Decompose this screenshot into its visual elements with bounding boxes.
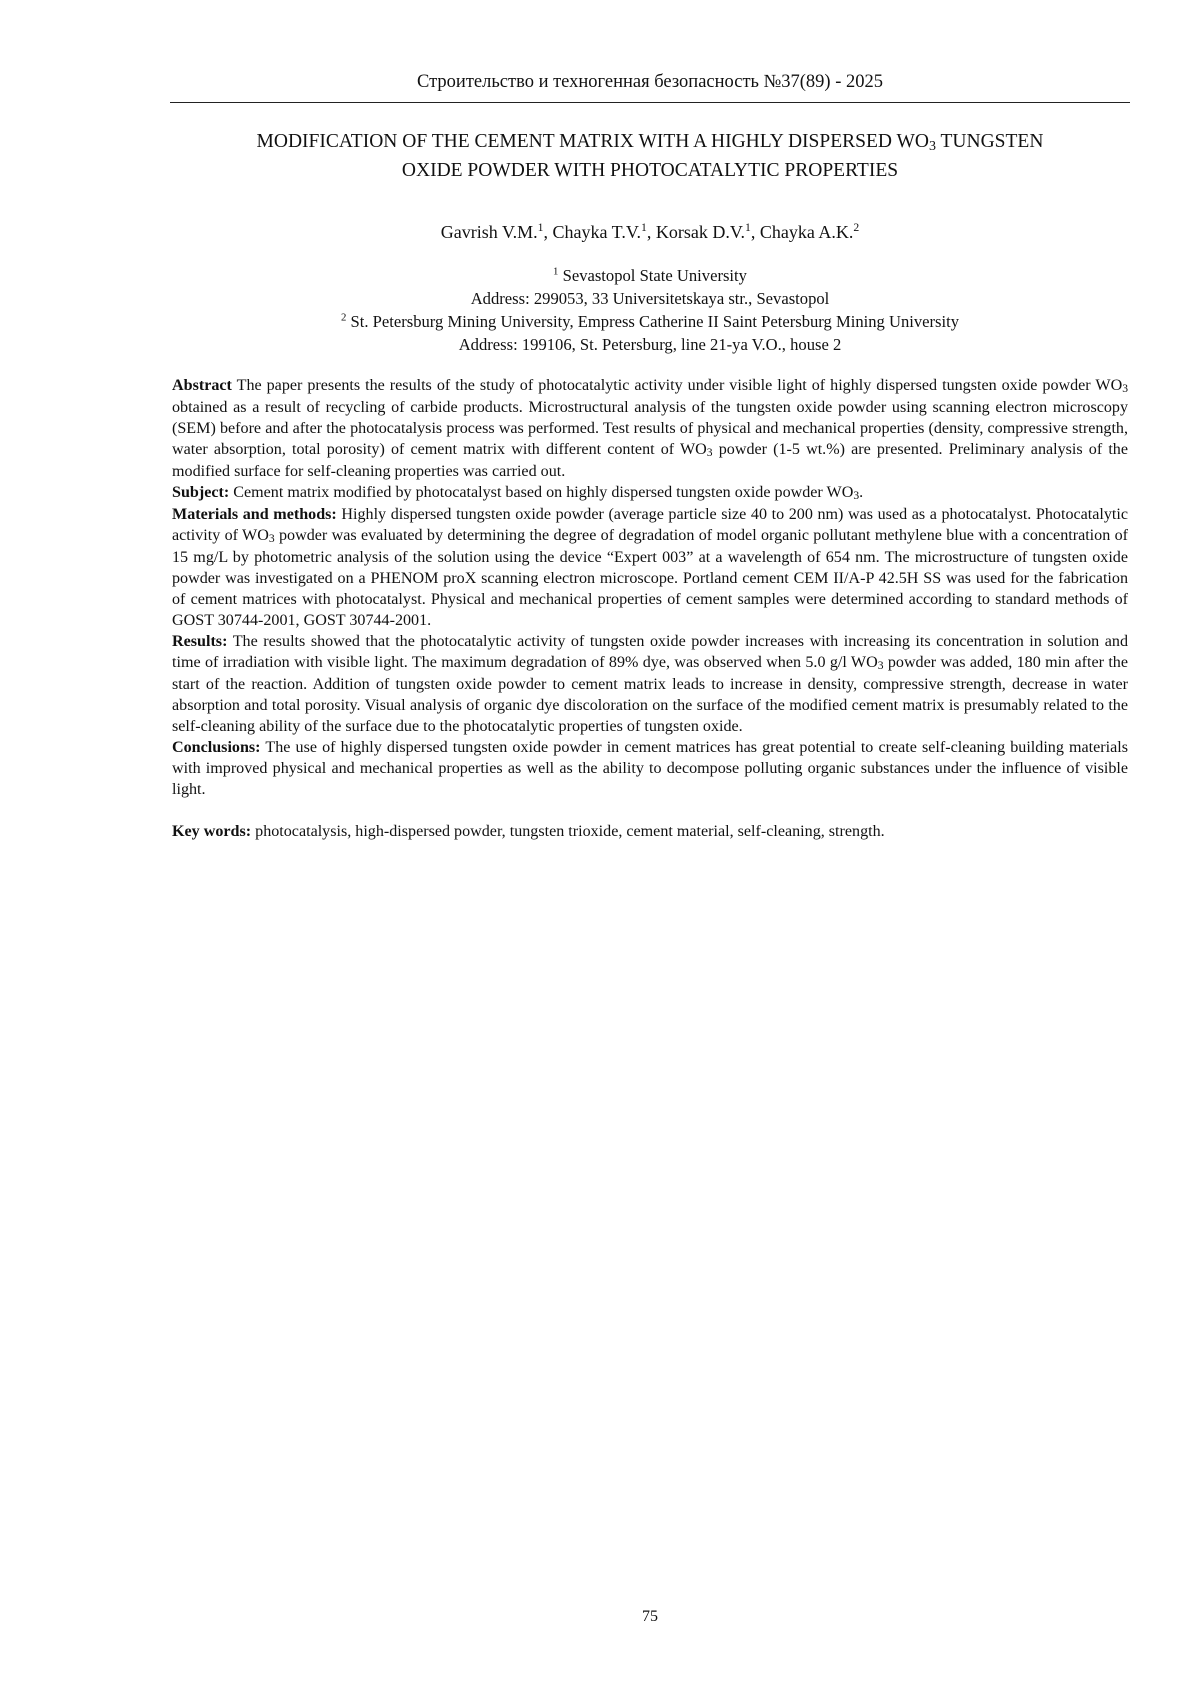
materials-label: Materials and methods: <box>172 506 337 523</box>
subscript: 3 <box>268 532 275 546</box>
conclusions-paragraph <box>172 737 1128 800</box>
abstract-block <box>172 375 1128 842</box>
title-line-1 <box>170 128 1130 157</box>
header-rule <box>170 102 1130 103</box>
results-paragraph <box>172 631 1128 737</box>
keywords-label: Key words: <box>172 823 252 840</box>
subscript: 3 <box>1122 382 1128 396</box>
author-affiliation-mark: 1 <box>537 221 544 234</box>
subscript: 3 <box>853 489 860 503</box>
running-header: Строительство и техногенная безопасность №37(89) - 2025 <box>417 72 883 92</box>
author-name: Chayka T.V. <box>552 222 641 242</box>
author-name: Gavrish V.M. <box>440 222 538 242</box>
author-separator: , <box>646 222 656 242</box>
affiliations <box>170 264 1130 356</box>
author-name: Chayka A.K. <box>759 222 854 242</box>
author-affiliation-mark: 1 <box>745 221 751 234</box>
paper-title <box>170 128 1130 184</box>
abstract-text: The paper presents the results of the study of photocatalytic activity under visible light of highly dispersed tungsten oxide powder WO <box>231 377 1123 394</box>
title-line-1-start: MODIFICATION OF THE CEMENT MATRIX WITH A HIGHLY DISPERSED WO <box>256 131 929 152</box>
materials-text: powder was evaluated by determining the degree of degradation of model organic pollutant methylene blue with a concentration of 15 mg/L by photometric analysis of the solution using the device “Expert 003” at a wavelength of 654 nm. The microstructure of tungsten oxide powder was investigated on a PHENOM proX scanning electron microscope. Portland cement CEM II/A-P 42.5H SS was used for the fabrication of cement matrices with photocatalyst. Physical and mechanical properties of cement samples were determined according to standard methods of GOST 30744-2001, GOST 30744-2001. <box>172 527 1128 629</box>
results-text: powder was added, 180 min after the start of the reaction. Addition of tungsten oxide powder to cement matrix leads to increase in density, compressive strength, decrease in water absorption and total porosity. Visual analysis of organic dye discoloration on the surface of the modified cement matrix is presumably related to the self-cleaning ability of the surface due to the photocatalytic properties of tungsten oxide. <box>172 654 1128 735</box>
author-list <box>170 220 1130 244</box>
affiliation-name: Sevastopol State University <box>562 266 747 285</box>
conclusions-text: The use of highly dispersed tungsten oxide powder in cement matrices has great potential to create self-cleaning building materials with improved physical and mechanical properties as well as the ability to decompose polluting organic substances under the influence of visible light. <box>172 739 1128 798</box>
affiliation-name: St. Petersburg Mining University, Empress Catherine II Saint Petersburg Mining University <box>350 312 960 331</box>
title-line-1-end: TUNGSTEN <box>936 131 1044 152</box>
subject-label: Subject: <box>172 484 230 501</box>
subject-text: . <box>859 484 864 501</box>
keywords-paragraph <box>172 821 1128 842</box>
affiliation-2-address: Address: 199106, St. Petersburg, line 21-ya V.O., house 2 <box>458 335 842 354</box>
author-affiliation-mark: 2 <box>853 221 860 234</box>
affiliation-mark: 2 <box>340 311 347 324</box>
author-separator: , <box>750 222 760 242</box>
affiliation-1-address: Address: 299053, 33 Universitetskaya str., Sevastopol <box>470 289 830 308</box>
page-number: 75 <box>642 1608 658 1625</box>
title-subscript: 3 <box>928 137 936 154</box>
abstract-label: Abstract <box>172 377 232 394</box>
results-text: The results showed that the photocatalytic activity of tungsten oxide powder increases with increasing its concentration in solution and time of irradiation with visible light. The maximum degradation of 89% dye, was observed when 5.0 g/l WO <box>172 633 1128 671</box>
subscript: 3 <box>877 659 884 673</box>
author-name: Korsak D.V. <box>655 222 746 242</box>
subject-text: Cement matrix modified by photocatalyst based on highly dispersed tungsten oxide powder WO <box>229 484 854 501</box>
conclusions-label: Conclusions: <box>172 739 261 756</box>
materials-text: Highly dispersed tungsten oxide powder (average particle size 40 to 200 nm) was used as a photocatalyst. Photocatalytic activity of WO <box>172 506 1128 544</box>
title-line-2: OXIDE POWDER WITH PHOTOCATALYTIC PROPERTIES <box>401 160 899 181</box>
author-separator: , <box>543 222 553 242</box>
affiliation-2 <box>170 310 1130 333</box>
subject-paragraph <box>172 482 1128 504</box>
abstract-paragraph <box>172 375 1128 482</box>
abstract-text: powder (1-5 wt.%) are presented. Preliminary analysis of the modified surface for self-cleaning properties was carried out. <box>172 441 1128 480</box>
materials-paragraph <box>172 504 1128 631</box>
abstract-text: obtained as a result of recycling of carbide products. Microstructural analysis of the tungsten oxide powder using scanning electron microscopy (SEM) before and after the photocatalysis process was performed. Test results of physical and mechanical properties (density, compressive strength, water absorption, total porosity) of cement matrix with different content of WO <box>172 399 1128 458</box>
author-affiliation-mark: 1 <box>641 221 647 234</box>
affiliation-1 <box>170 264 1130 287</box>
keywords-text: photocatalysis, high-dispersed powder, tungsten trioxide, cement material, self-cleaning, strength. <box>251 823 885 840</box>
subscript: 3 <box>706 446 713 460</box>
affiliation-mark: 1 <box>553 265 559 278</box>
results-label: Results: <box>172 633 228 650</box>
